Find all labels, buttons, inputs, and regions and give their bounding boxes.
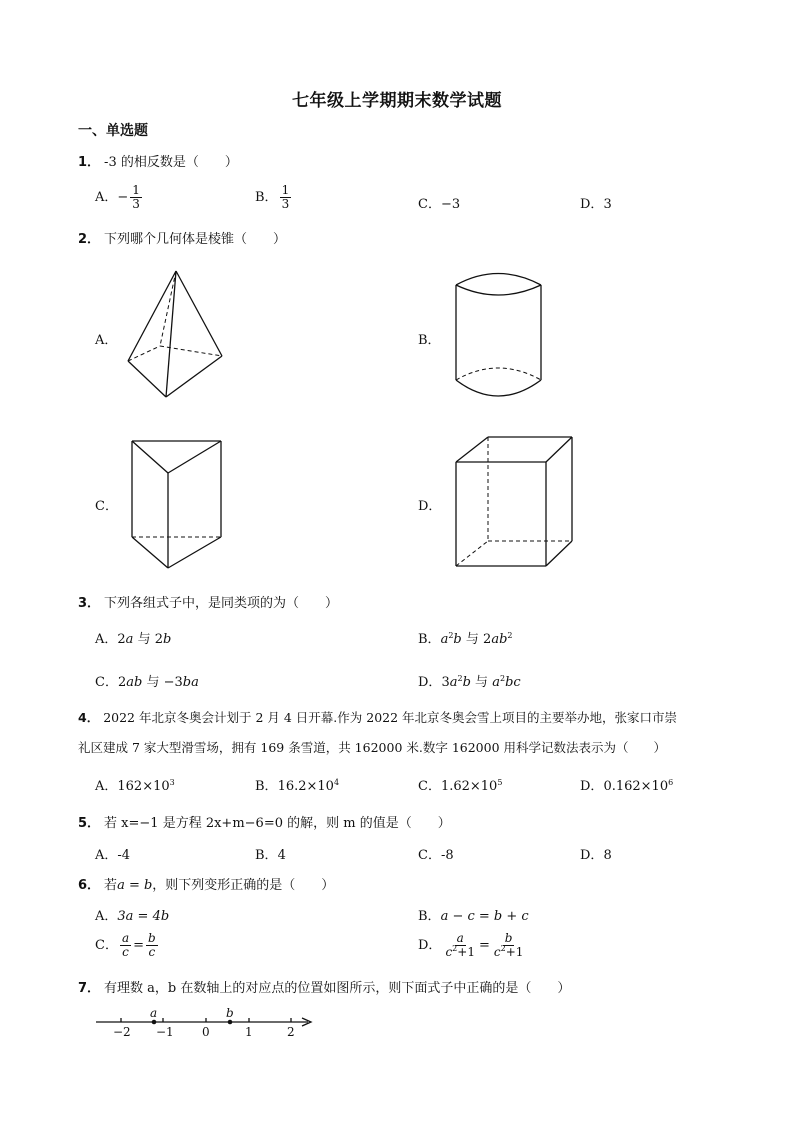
option-text: 1.62×10 [440, 779, 498, 794]
point-a-marker [152, 1020, 157, 1025]
question-text: -3 的相反数是（ ） [104, 155, 238, 170]
question-4-line-2: 礼区建成 7 家大型滑雪场，拥有 169 条雪道，共 162000 米.数字 162000 用科学记数法表示为（ ） [78, 740, 667, 755]
question-3 [78, 592, 338, 611]
joiner-text: 与 [475, 675, 489, 690]
option-text: a − c = b + c [440, 909, 529, 924]
joiner-text: 与 [146, 675, 160, 690]
option-label: B． [418, 333, 441, 348]
option-text: 0.162×10 [603, 779, 669, 794]
point-b-label: b [226, 1006, 234, 1020]
question-text: 2022 年北京冬奥会计划于 2 月 4 日开幕.作为 2022 年北京冬奥会雪上项目的主要举办地，张家口市崇 [103, 710, 678, 725]
q3-option-c[interactable]: C．2ab 与 −3ba [95, 675, 199, 690]
page-title: 七年级上学期期末数学试题 [292, 91, 502, 111]
q5-option-a[interactable] [95, 844, 130, 863]
cylinder-figure [456, 274, 541, 397]
question-text: 下列各组式子中，是同类项的为（ ） [104, 596, 339, 611]
option-label: D． [580, 197, 604, 212]
option-label: D． [580, 848, 604, 863]
question-text: 若 x=−1 是方程 2x+m−6=0 的解，则 m 的值是（ ） [104, 816, 451, 831]
q3-option-a[interactable]: A．2a 与 2b [95, 632, 172, 647]
fraction: $\frac{b}{c}$ [148, 931, 156, 960]
option-label: C． [95, 499, 118, 514]
axis-tick-label: 1 [245, 1025, 253, 1039]
question-number: 5． [78, 816, 101, 831]
pyramid-figure [128, 271, 222, 397]
q4-option-a[interactable] [95, 775, 175, 794]
question-number: 7． [78, 981, 101, 996]
option-text: 3 [603, 197, 612, 212]
option-label: A． [95, 779, 118, 794]
option-label: D． [418, 499, 442, 514]
question-6 [78, 874, 334, 893]
section-heading: 一、单选题 [78, 123, 148, 139]
option-label: A． [95, 909, 118, 924]
numerator: 1 [132, 183, 140, 197]
question-text: ，则下列变形正确的是（ ） [152, 878, 335, 893]
axis-tick-label: 2 [287, 1025, 295, 1039]
triangular-prism-figure [132, 441, 221, 568]
q5-option-d[interactable] [580, 844, 612, 863]
option-text: 3a = 4b [117, 909, 170, 924]
option-text: 16.2×10 [277, 779, 334, 794]
option-sign: − [117, 190, 129, 206]
option-label: A． [95, 632, 118, 647]
question-4 [78, 708, 677, 726]
question-7 [78, 977, 570, 996]
question-number: 2． [78, 232, 101, 247]
q6-option-a[interactable] [95, 905, 169, 924]
option-text: 162×10 [117, 779, 170, 794]
denominator: 3 [132, 197, 140, 212]
option-label: B． [255, 190, 278, 206]
option-label: D． [418, 675, 442, 690]
option-text: 4 [277, 848, 286, 863]
question-number: 3． [78, 596, 101, 611]
question-5 [78, 812, 451, 831]
q4-option-d[interactable] [580, 775, 673, 794]
question-number: 1． [78, 155, 101, 170]
option-label: B． [418, 909, 441, 924]
question-number: 6． [78, 878, 101, 893]
numerator: 1 [281, 183, 290, 197]
exponent: 6 [668, 778, 674, 787]
joiner-text: 与 [137, 632, 151, 647]
q6-option-c[interactable]: C． $\frac{a}{c}$ = $\frac{b}{c}$ [95, 931, 156, 960]
q4-option-b[interactable] [255, 775, 339, 794]
cube-figure [456, 437, 572, 566]
question-number: 4． [78, 710, 100, 725]
question-text: 若 [104, 878, 118, 893]
option-label: A． [95, 848, 118, 863]
q2-option-b[interactable] [418, 329, 441, 348]
fraction: $\frac{a}{c}$ [121, 931, 130, 960]
axis-tick-label: 0 [202, 1025, 210, 1039]
exponent: 5 [497, 778, 503, 787]
option-text: -4 [117, 848, 131, 863]
fraction: $\frac{a}{c^2+1}$ [445, 931, 475, 960]
option-label: C． [418, 779, 441, 794]
exponent: 4 [333, 778, 340, 787]
option-label: B． [255, 848, 278, 863]
q5-option-b[interactable] [255, 844, 286, 863]
option-label: C． [418, 848, 441, 863]
option-label: B． [418, 632, 441, 647]
q2-option-d[interactable] [418, 495, 441, 514]
option-label: A． [95, 333, 118, 348]
option-text: -8 [440, 848, 454, 863]
q3-option-b[interactable]: B．$a^2b$ 与 $2ab^2$ [418, 631, 513, 647]
question-text: 有理数 a，b 在数轴上的对应点的位置如图所示，则下面式子中正确的是（ ） [104, 981, 571, 996]
q2-option-c[interactable] [95, 495, 118, 514]
option-label: C． [95, 938, 118, 954]
option-label: C． [418, 197, 441, 212]
option-label: B． [255, 779, 278, 794]
axis-tick-label: −1 [156, 1025, 174, 1039]
denominator: 3 [281, 197, 290, 212]
joiner-text: 与 [465, 632, 479, 647]
option-label: D． [580, 779, 604, 794]
point-b-marker [228, 1020, 233, 1025]
option-label: C． [95, 675, 118, 690]
option-text: 8 [603, 848, 612, 863]
option-label: D． [418, 938, 442, 954]
option-label: A． [95, 190, 118, 206]
q3-option-d[interactable]: D．$3a^2b$ 与 $a^2bc$ [418, 674, 521, 690]
axis-tick-label: −2 [113, 1025, 131, 1039]
q5-option-c[interactable] [418, 844, 454, 863]
option-text: −3 [440, 197, 461, 212]
fraction: $\frac{b}{c^2+1}$ [493, 931, 524, 960]
exponent: 3 [169, 778, 175, 787]
point-a-label: a [150, 1006, 158, 1020]
q4-option-c[interactable] [418, 775, 502, 794]
q6-option-b[interactable] [418, 905, 529, 924]
question-text: 下列哪个几何体是棱锥（ ） [104, 232, 287, 247]
question-equation: a = b [117, 878, 153, 893]
q6-option-d[interactable]: D． $\frac{a}{c^2+1}$ = $\frac{b}{c^2+1}$ [418, 931, 524, 960]
